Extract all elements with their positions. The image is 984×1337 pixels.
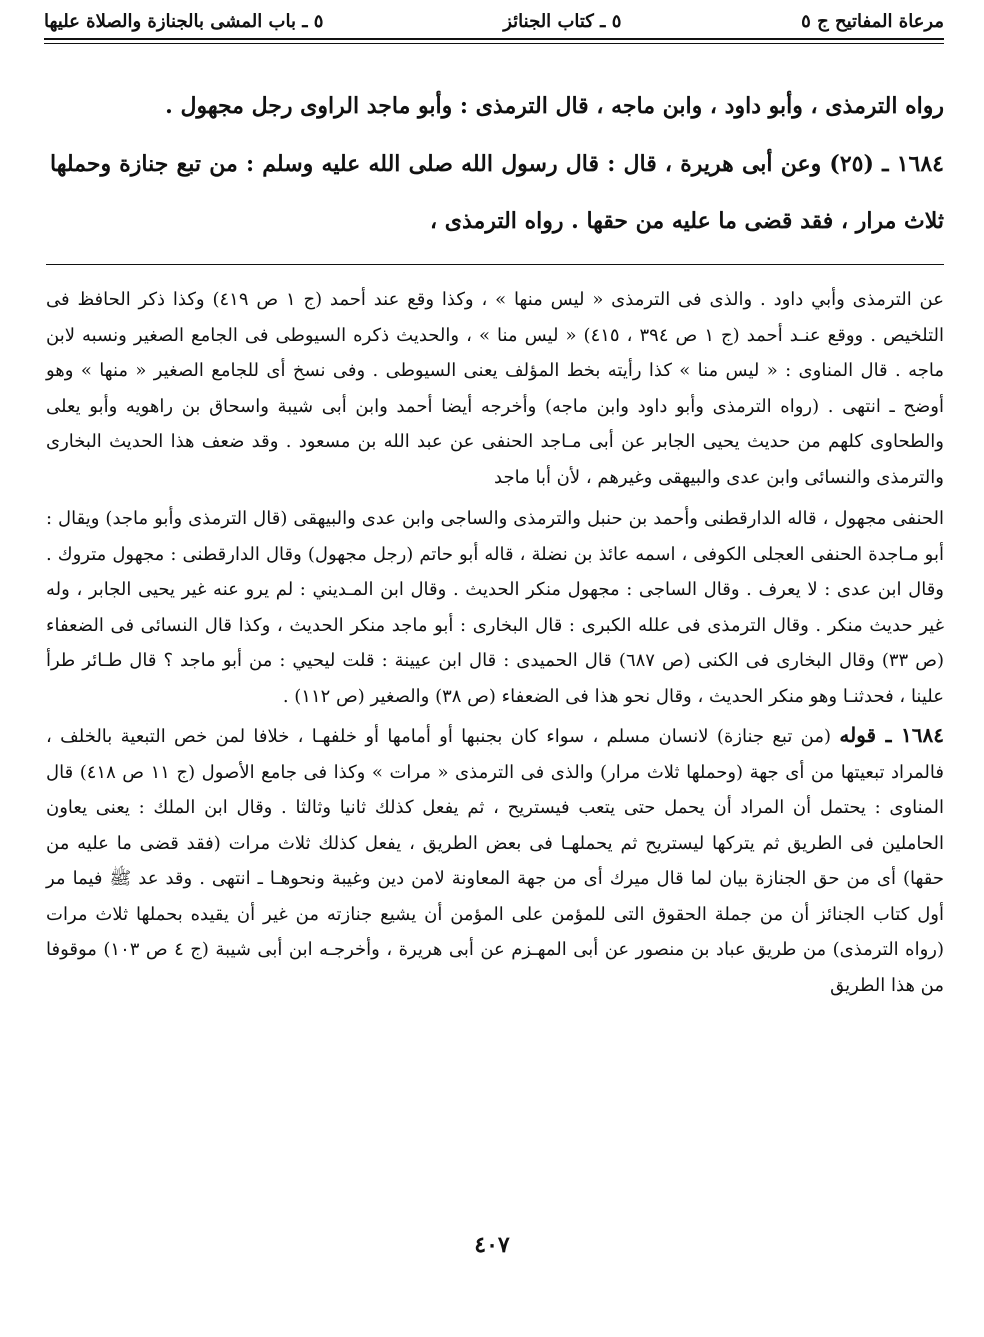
footnote-divider — [46, 264, 944, 265]
commentary-paragraph-2: الحنفى مجهول ، قاله الدارقطنى وأحمد بن حنبل والترمذى والساجى وابن عدى والبيهقى (قال الترمذى وأبو ماجد) ويقال : أبو مـاجدة الحنفى العجلى الكوفى ، اسمه عائذ بن نضلة ، قاله أبو حاتم (رجل مجهول) وقال الدارقطنى : مجهول متروك . وقال ابن عدى : لا يعرف . وقال الساجى : مجهول منكر الحديث . وقال ابن المـديني : لم يرو عنه غير يحيى الجابر ، وله غير حديث منكر . وقال الترمذى فى علله الكبرى : قال البخارى : أبو ماجد منكر الحديث ، وكذا قال النسائى فى الضعفاء (ص ٣٣) وقال البخارى فى الكنى (ص ٦٨٧) قال الحميدى : قال ابن عيينة : قلت ليحيي : من أبو ماجد ؟ قال طـائر طرأ علينا ، فحدثنـا وهو منكر الحديث ، وقال نحو هذا فى الضعفاء (ص ٣٨) والصغير (ص ١١٢) . — [46, 508, 944, 707]
hadith-text — [50, 78, 944, 250]
commentary-paragraph-3-text: (من تبع جنازة) لانسان مسلم ، سواء كان بجنبها أو أمامها أو خلفهـا ، خلافا لمن خص التبعية بالخلف ، فالمراد تبعيتها من أى جهة (وحملها ثلاث مرار) والذى فى الترمذى « مرات » وكذا فى جامع الأصول (ج ١١ ص ٤١٨) قال المناوى : يحتمل أن المراد أن يحمل حتى يتعب فيستريح ، ثم يفعل كذلك ثانيا وثالثا . وقال ابن الملك : يعنى يعاون الحاملين فى الطريق ثم يتركها ليستريح ثم يحملهـا فى بعض الطريق ، يفعل كذلك ثلاث مرات (فقد قضى ما عليه من حقها) أى من حق الجنازة بيان لما قال ميرك أى من جهة المعاونة لامن دين وغيبة ونحوهـا ـ انتهى . وقد عد ﷺ فيما مر أول كتاب الجنائز أن من جملة الحقوق التى للمؤمن على المؤمن أن يشيع جنازته من غير أن يقيده بحملها ثلاث مرات (رواه الترمذى) من طريق عباد بن منصور عن أبى المهـزم عن أبى هريرة ، وأخرجـه ابن أبى شيبة (ج ٤ ص ١٠٣) موقوفا من هذا الطريق — [46, 726, 944, 996]
hadith-paragraph-1: رواه الترمذى ، وأبو داود ، وابن ماجه ، قال الترمذى : وأبو ماجد الراوى رجل مجهول . — [165, 93, 944, 119]
header-book-title: مرعاة المفاتيح ج ٥ — [801, 10, 944, 32]
hadith-paragraph-2: ١٦٨٤ ـ (٢٥) وعن أبى هريرة ، قال : قال رسول الله صلى الله عليه وسلم : من تبع جنازة وحملها ثلاث مرار ، فقد قضى ما عليه من حقها . رواه الترمذى ، — [50, 151, 944, 234]
commentary-paragraph-1: عن الترمذى وأبي داود . والذى فى الترمذى « ليس منها » ، وكذا وقع عند أحمد (ج ١ ص ٤١٩) وكذا ذكر الحافظ فى التلخيص . ووقع عنـد أحمد (ج ١ ص ٣٩٤ ، ٤١٥) « ليس منا » ، والحديث ذكره السيوطى فى الجامع الصغير ونسبه لابن ماجه . قال المناوى : « ليس منا » كذا رأيته بخط المؤلف يعنى السيوطى . وفى نسخ أى للجامع الصغير « منها » وهو أوضح ـ انتهى . (رواه الترمذى وأبو داود وابن ماجه) وأخرجه أيضا أحمد وابن أبى شيبة واسحاق بن راهويه وأبو يعلى والطحاوى كلهم من حديث يحيى الجابر عن أبى مـاجد الحنفى عن عبد الله بن مسعود . وقد ضعف هذا الحديث البخارى والترمذى والنسائى وابن عدى والبيهقى وغيرهم ، لأن أبا ماجد — [46, 289, 945, 488]
header-chapter-title: ٥ ـ باب المشى بالجنازة والصلاة عليها — [44, 10, 324, 32]
header-rule — [44, 38, 944, 40]
page-number: ٤٠٧ — [474, 1232, 510, 1258]
commentary-paragraph-3 — [46, 718, 944, 1003]
commentary — [46, 282, 944, 1003]
commentary-lead: ١٦٨٤ ـ قوله — [839, 723, 945, 747]
running-header — [44, 6, 944, 36]
header-rule-thin — [44, 43, 944, 44]
header-book-section: ٥ ـ كتاب الجنائز — [503, 10, 622, 32]
